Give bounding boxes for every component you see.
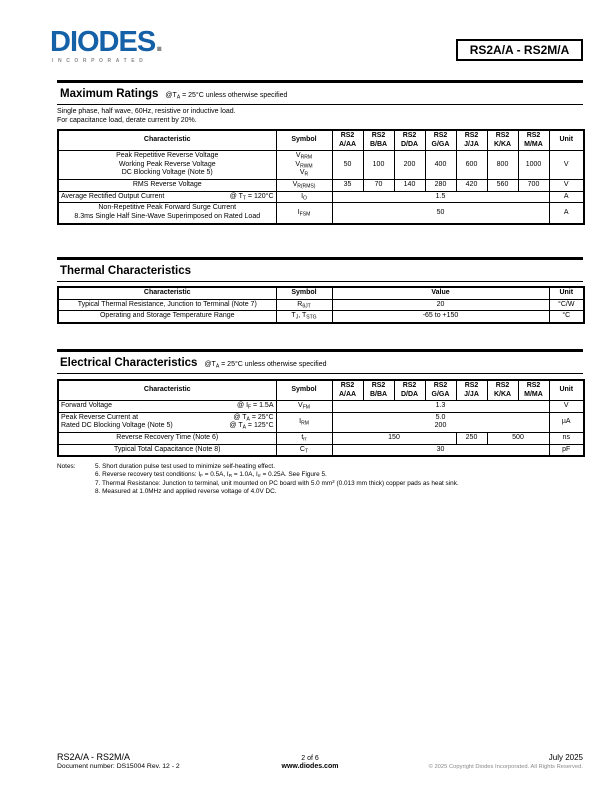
column-header-part: RS2 A/AA — [332, 130, 363, 151]
table-row — [58, 180, 584, 192]
unit-cell: pF — [549, 444, 584, 456]
value-cell: 280 — [425, 180, 456, 192]
column-header-unit: Unit — [549, 380, 584, 401]
column-header-part: RS2 K/KA — [487, 380, 518, 401]
footer-center — [237, 755, 383, 770]
table-header-row — [58, 287, 584, 299]
footer-page-number: 2 of 6 — [301, 755, 319, 762]
value-cell: 50 — [332, 203, 549, 224]
column-header-characteristic: Characteristic — [58, 130, 276, 151]
value-cell: 70 — [363, 180, 394, 192]
characteristic-cell: Peak Repetitive Reverse Voltage Working Peak Reverse Voltage DC Blocking Voltage (Note 5) — [58, 151, 276, 180]
table-row — [58, 401, 584, 413]
value-cell: 560 — [487, 180, 518, 192]
diodes-logo-wordmark: DIODES. — [50, 26, 163, 58]
unit-cell: A — [549, 191, 584, 203]
value-cell: 5.0 200 — [332, 412, 549, 432]
notes-label: Notes: — [57, 463, 76, 471]
note-item: 6. Reverse recovery test conditions: $I_F = 0.5A$, $I_R = 1.0A$, $I_{rr} = 0.25A$. See Figure 5. — [95, 471, 327, 479]
characteristic-cell — [58, 401, 276, 413]
notes-block — [57, 463, 583, 496]
value-cell: 800 — [487, 151, 518, 180]
thermal-table — [57, 286, 585, 324]
notes-list — [95, 463, 459, 496]
characteristic-cell: Typical Total Capacitance (Note 8) — [58, 444, 276, 456]
note-item: 8. Measured at 1.0MHz and applied reverse voltage of 4.0V DC. — [95, 487, 277, 495]
table-row — [58, 203, 584, 224]
column-header-part: RS2 G/GA — [425, 380, 456, 401]
unit-cell: µA — [549, 412, 584, 432]
column-header-part: RS2 M/MA — [518, 130, 549, 151]
max-ratings-table — [57, 129, 585, 225]
characteristic-cell — [58, 412, 276, 432]
value-cell: -65 to +150 — [332, 311, 549, 323]
table-header-row — [58, 130, 584, 151]
characteristic-cell: RMS Reverse Voltage — [58, 180, 276, 192]
characteristic-cell: Typical Thermal Resistance, Junction to Terminal (Note 7) — [58, 299, 276, 311]
condition-text: @ $T_T = 120^\circ C$ — [229, 192, 274, 202]
column-header-value: Value — [332, 287, 549, 299]
footer-website: www.diodes.com — [281, 763, 339, 770]
value-cell: 700 — [518, 180, 549, 192]
footer-document-number: Document number: DS15004 Rev. 12 - 2 — [57, 763, 180, 770]
unit-cell: °C — [549, 311, 584, 323]
column-header-part: RS2 J/JA — [456, 130, 487, 151]
column-header-characteristic: Characteristic — [58, 380, 276, 401]
footer-date: July 2025 — [548, 753, 583, 762]
value-cell: 100 — [363, 151, 394, 180]
value-cell: 1.5 — [332, 191, 549, 203]
column-header-unit: Unit — [549, 130, 584, 151]
footer-right — [383, 753, 583, 770]
column-header-characteristic: Characteristic — [58, 287, 276, 299]
note-item: 7. Thermal Resistance: Junction to terminal, unit mounted on PC board with 5.0 $mm^2$ (0.013 mm thick) copper pads as heat sink. — [95, 478, 459, 487]
column-header-part: RS2 J/JA — [456, 380, 487, 401]
value-cell: 420 — [456, 180, 487, 192]
condition-text: @ $T_A = 25^\circ C$ @ $T_A = 125^\circ C$ — [229, 413, 274, 431]
value-cell: 400 — [425, 151, 456, 180]
page-footer — [57, 752, 583, 770]
max-ratings-section — [57, 80, 583, 225]
value-cell: 250 — [456, 432, 487, 444]
table-row — [58, 151, 584, 180]
symbol-cell: $I_O$ — [276, 191, 332, 203]
intro-line-2: For capacitance load, derate current by 20%. — [57, 116, 197, 124]
column-header-part: RS2 B/BA — [363, 130, 394, 151]
table-row — [58, 191, 584, 203]
part-number-box: RS2A/A - RS2M/A — [456, 39, 583, 61]
value-cell: 35 — [332, 180, 363, 192]
characteristic-text: Average Rectified Output Current — [61, 192, 165, 200]
symbol-cell: $I_{RM}$ — [276, 412, 332, 432]
max-ratings-section-header — [57, 80, 583, 105]
condition-text: @ $I_F = 1.5A$ — [237, 402, 274, 411]
table-row — [58, 311, 584, 323]
electrical-table — [57, 379, 585, 457]
symbol-cell: $C_T$ — [276, 444, 332, 456]
symbol-cell: $V_{FM}$ — [276, 401, 332, 413]
unit-cell: V — [549, 151, 584, 180]
column-header-part: RS2 A/AA — [332, 380, 363, 401]
unit-cell: ns — [549, 432, 584, 444]
characteristic-cell: Non-Repetitive Peak Forward Surge Current 8.3ms Single Half Sine-Wave Superimposed on Rated Load — [58, 203, 276, 224]
value-cell: 140 — [394, 180, 425, 192]
unit-cell: °C/W — [549, 299, 584, 311]
symbol-cell: $V_{R(RMS)}$ — [276, 180, 332, 192]
electrical-condition: $@T_A = 25^\circ C$ unless otherwise specified — [204, 361, 327, 370]
diodes-logo — [50, 27, 180, 64]
value-cell: 200 — [394, 151, 425, 180]
electrical-section — [57, 349, 583, 496]
electrical-section-header — [57, 349, 583, 374]
value-cell: 1000 — [518, 151, 549, 180]
characteristic-cell — [58, 191, 276, 203]
column-header-symbol: Symbol — [276, 380, 332, 401]
table-row — [58, 444, 584, 456]
thermal-section — [57, 257, 583, 324]
symbol-cell: $V_{RRM}$ $V_{RWM}$ $V_R$ — [276, 151, 332, 180]
max-ratings-intro — [57, 108, 583, 125]
unit-cell: V — [549, 180, 584, 192]
logo-dot: . — [155, 26, 163, 58]
table-header-row — [58, 380, 584, 401]
value-cell: 30 — [332, 444, 549, 456]
column-header-part: RS2 D/DA — [394, 130, 425, 151]
characteristic-cell: Reverse Recovery Time (Note 6) — [58, 432, 276, 444]
value-cell: 600 — [456, 151, 487, 180]
logo-incorporated-label: INCORPORATED — [52, 58, 148, 64]
characteristic-text: Peak Reverse Current at Rated DC Blocking Voltage (Note 5) — [61, 413, 173, 430]
note-item: 5. Short duration pulse test used to minimize self-heating effect. — [95, 463, 275, 471]
footer-part-number: RS2A/A - RS2M/A — [57, 752, 131, 762]
symbol-cell: $T_J$, $T_{STG}$ — [276, 311, 332, 323]
value-cell: 20 — [332, 299, 549, 311]
thermal-title: Thermal Characteristics — [60, 265, 192, 277]
value-cell: 500 — [487, 432, 549, 444]
intro-line-1: Single phase, half wave, 60Hz, resistive or inductive load. — [57, 108, 236, 115]
table-row — [58, 412, 584, 432]
column-header-part: RS2 G/GA — [425, 130, 456, 151]
unit-cell: A — [549, 203, 584, 224]
table-row — [58, 299, 584, 311]
unit-cell: V — [549, 401, 584, 413]
symbol-cell: $I_{FSM}$ — [276, 203, 332, 224]
symbol-cell: $R_{\theta JT}$ — [276, 299, 332, 311]
footer-left — [57, 752, 237, 770]
value-cell: 150 — [332, 432, 456, 444]
column-header-part: RS2 M/MA — [518, 380, 549, 401]
max-ratings-condition: $@T_A = 25^\circ C$ unless otherwise specified — [165, 92, 288, 101]
symbol-cell: $t_{rr}$ — [276, 432, 332, 444]
value-cell: 1.3 — [332, 401, 549, 413]
column-header-part: RS2 K/KA — [487, 130, 518, 151]
column-header-unit: Unit — [549, 287, 584, 299]
electrical-title: Electrical Characteristics — [60, 357, 198, 369]
table-row — [58, 432, 584, 444]
max-ratings-title: Maximum Ratings — [60, 88, 159, 100]
characteristic-text: Forward Voltage — [61, 402, 112, 410]
column-header-symbol: Symbol — [276, 287, 332, 299]
footer-copyright: © 2025 Copyright Diodes Incorporated. All Rights Reserved. — [428, 764, 583, 770]
value-cell: 50 — [332, 151, 363, 180]
column-header-part: RS2 B/BA — [363, 380, 394, 401]
column-header-part: RS2 D/DA — [394, 380, 425, 401]
thermal-section-header — [57, 257, 583, 282]
characteristic-cell: Operating and Storage Temperature Range — [58, 311, 276, 323]
column-header-symbol: Symbol — [276, 130, 332, 151]
